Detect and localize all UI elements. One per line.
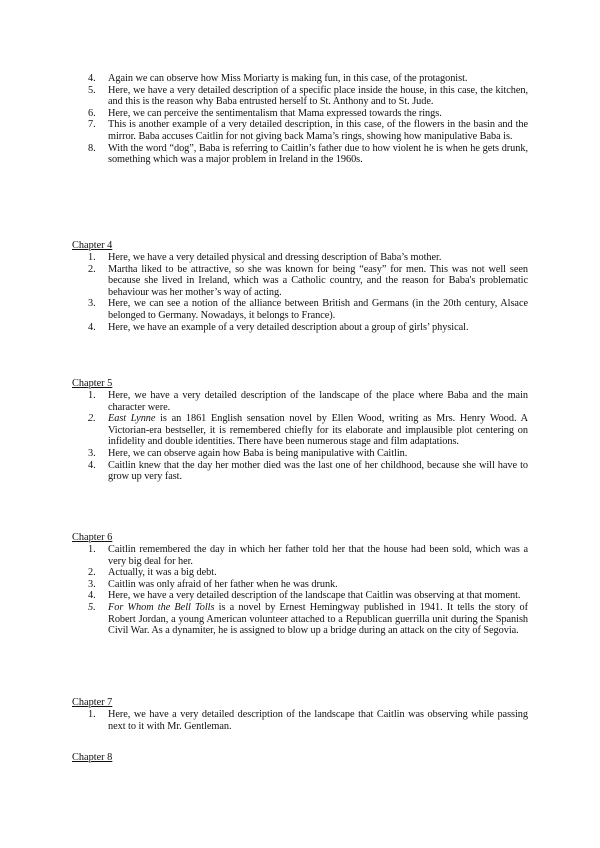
item-text: Caitlin remembered the day in which her father told her that the house had been sold, which was a very big deal for her. xyxy=(108,544,528,567)
list-item: 4. Again we can observe how Miss Moriarty is making fun, in this case, of the protagonist. xyxy=(88,73,468,84)
item-text: Here, we have a very detailed description of the landscape of the place where Baba and the main character were. xyxy=(108,390,528,413)
item-text: Here, we have a very detailed description of the landscape that Caitlin was observing at that moment. xyxy=(108,590,521,602)
list-item: 1. Caitlin remembered the day in which her father told her that the house had been sold, which was a very big deal for her. xyxy=(88,544,528,567)
list-item: 1. Here, we have a very detailed physical and dressing description of Baba’s mother. xyxy=(88,252,442,263)
chapter-8-heading: Chapter 8 xyxy=(72,752,113,763)
list-item: 5. For Whom the Bell Tolls is a novel by Ernest Hemingway published in 1941. It tells the story of Robert Jordan, a young American volunteer attached to a Republican guerrilla unit during the Spanish Civil War. As a dynamiter, he is assigned to blow up a bridge during an attack on the city of Segovia. xyxy=(88,601,528,637)
item-text: Here, we have a very detailed description of the landscape that Caitlin was observing while passing next to it with Mr. Gentleman. xyxy=(108,709,528,732)
item-text: is an 1861 English sensation novel by Ellen Wood, writing as Mrs. Henry Wood. A Victorian-era bestseller, it is remembered chiefly for its elaborate and implausible plot centering on infidelity and double identities. There have been numerous stage and film adaptations. xyxy=(108,413,528,448)
list-item: 5. Here, we have a very detailed description of a specific place inside the house, in this case, the kitchen, and this is the reason why Baba entrusted herself to St. Anthony and to St. Jude. xyxy=(88,84,528,108)
item-text: is a novel by Ernest Hemingway published in 1941. It tells the story of Robert Jordan, a young American volunteer attached to a Republican guerrilla unit during the Spanish Civil War. As a dynamiter, he is assigned to blow up a bridge during an attack on the city of Segovia. xyxy=(108,601,528,637)
item-text: Again we can observe how Miss Moriarty is making fun, in this case, of the protagonist. xyxy=(108,73,468,84)
item-text: Here, we have a very detailed physical and dressing description of Baba’s mother. xyxy=(108,252,442,263)
list-item: 8. With the word “dog”, Baba is referring to Caitlin’s father due to how violent he is when he gets drunk, something which was a major problem in Ireland in the 1960s. xyxy=(88,142,528,166)
list-item: 3. Here, we can see a notion of the alliance between British and Germans (in the 20th century, Alsace belonged to Germany. Nowadays, it belongs to France). xyxy=(88,298,528,321)
list-item: 4. Caitlin knew that the day her mother died was the last one of her childhood, because she will have to grow up very fast. xyxy=(88,459,528,483)
book-title: East Lynne xyxy=(108,413,156,425)
book-title: For Whom the Bell Tolls xyxy=(108,601,215,613)
list-item: 7. This is another example of a very detailed description, in this case, of the flowers in the basin and the mirror. Baba accuses Caitlin for not giving back Mama’s rings, showing how manipulative Baba is. xyxy=(88,119,528,142)
chapter-6-heading: Chapter 6 xyxy=(72,532,113,543)
chapter-4-heading: Chapter 4 xyxy=(72,240,113,251)
item-text: With the word “dog”, Baba is referring to Caitlin’s father due to how violent he is when he gets drunk, something which was a major problem in Ireland in the 1960s. xyxy=(108,142,528,166)
item-text: Here, we have a very detailed description of a specific place inside the house, in this case, the kitchen, and this is the reason why Baba entrusted herself to St. Anthony and to St. Jude. xyxy=(108,84,528,108)
list-item: 4. Here, we have an example of a very detailed description about a group of girls’ physical. xyxy=(88,321,469,333)
item-text: Martha liked to be attractive, so she was known for being “easy” for men. This was not well seen because she lived in Ireland, which was a Catholic country, and the reason for Baba's problematic behaviour was her mother’s way of acting. xyxy=(108,263,528,298)
list-item: 1. Here, we have a very detailed description of the landscape of the place where Baba and the main character were. xyxy=(88,390,528,413)
item-text: Here, we can observe again how Baba is being manipulative with Caitlin. xyxy=(108,447,408,459)
chapter-7-heading: Chapter 7 xyxy=(72,697,113,708)
item-text: Caitlin knew that the day her mother died was the last one of her childhood, because she will have to grow up very fast. xyxy=(108,459,528,483)
list-previous-chapter xyxy=(72,73,528,166)
item-text: Here, we can see a notion of the alliance between British and Germans (in the 20th century, Alsace belonged to Germany. Nowadays, it belongs to France). xyxy=(108,298,528,321)
item-text: This is another example of a very detailed description, in this case, of the flowers in the basin and the mirror. Baba accuses Caitlin for not giving back Mama’s rings, showing how manipulative Baba is. xyxy=(108,119,528,142)
list-item: 1. Here, we have a very detailed description of the landscape that Caitlin was observing while passing next to it with Mr. Gentleman. xyxy=(88,709,528,732)
chapter-7-list xyxy=(72,709,528,732)
chapter-5-list xyxy=(72,390,528,483)
list-item: 3. Caitlin was only afraid of her father when he was drunk. xyxy=(88,578,338,590)
item-text: Here, we can perceive the sentimentalism that Mama expressed towards the rings. xyxy=(108,107,442,119)
list-item: 2. East Lynne is an 1861 English sensation novel by Ellen Wood, writing as Mrs. Henry Wood. A Victorian-era bestseller, it is remembered chiefly for its elaborate and implausible plot centering on infidelity and double identities. There have been numerous stage and film adaptations. xyxy=(88,413,528,448)
list-item: 2. Martha liked to be attractive, so she was known for being “easy” for men. This was not well seen because she lived in Ireland, which was a Catholic country, and the reason for Baba's problematic behaviour was her mother’s way of acting. xyxy=(88,263,528,298)
chapter-6-list xyxy=(72,544,528,637)
item-text: Here, we have an example of a very detailed description about a group of girls’ physical. xyxy=(108,321,469,333)
list-item: 2. Actually, it was a big debt. xyxy=(88,567,217,579)
list-item: 4. Here, we have a very detailed description of the landscape that Caitlin was observing at that moment. xyxy=(88,590,521,602)
item-text: Actually, it was a big debt. xyxy=(108,567,217,579)
list-item: 3. Here, we can observe again how Baba is being manipulative with Caitlin. xyxy=(88,447,408,459)
chapter-4-list xyxy=(72,252,528,333)
chapter-5-heading: Chapter 5 xyxy=(72,378,113,389)
item-text: Caitlin was only afraid of her father when he was drunk. xyxy=(108,578,338,590)
list-item: 6. Here, we can perceive the sentimentalism that Mama expressed towards the rings. xyxy=(88,107,442,119)
